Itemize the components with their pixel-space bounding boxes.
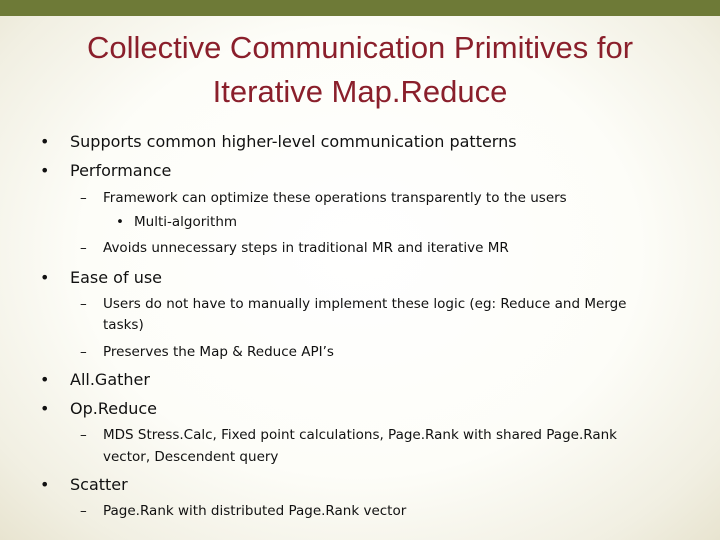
bullet-marker: • — [40, 399, 50, 418]
bullet-marker: • — [116, 214, 124, 230]
sub-bullet-text: Preserves the Map & Reduce API’s — [103, 344, 334, 360]
sub-bullet-text: Page.Rank with distributed Page.Rank vector — [103, 503, 407, 519]
dash-marker: – — [80, 240, 87, 256]
sub-bullet-text-continued: vector, Descendent query — [103, 449, 279, 465]
sub-sub-bullet-text: Multi-algorithm — [134, 214, 238, 230]
dash-marker: – — [80, 427, 87, 443]
title-line-1: Collective Communication Primitives for — [86, 30, 634, 65]
sub-bullet-text: Users do not have to manually implement these logic (eg: Reduce and Merge — [103, 296, 627, 312]
bullet-text: Scatter — [70, 475, 128, 494]
bullet-marker: • — [40, 370, 50, 389]
sub-bullet-text: Avoids unnecessary steps in traditional MR and iterative MR — [103, 240, 509, 256]
bullet-text: Op.Reduce — [70, 399, 158, 418]
bullet-text: Ease of use — [70, 268, 163, 287]
bullet-text: Supports common higher-level communication patterns — [70, 132, 517, 151]
dash-marker: – — [80, 344, 87, 360]
dash-marker: – — [80, 296, 87, 312]
bullet-marker: • — [40, 268, 50, 287]
bullet-marker: • — [40, 132, 50, 151]
dash-marker: – — [80, 190, 87, 206]
bullet-text: Performance — [70, 161, 172, 180]
bullet-text: All.Gather — [70, 370, 150, 389]
bullet-marker: • — [40, 475, 50, 494]
sub-bullet-text: MDS Stress.Calc, Fixed point calculations, Page.Rank with shared Page.Rank — [103, 427, 617, 443]
dash-marker: – — [80, 503, 87, 519]
sub-bullet-text: Framework can optimize these operations transparently to the users — [103, 190, 567, 206]
sub-bullet-text-continued: tasks) — [103, 317, 144, 333]
bullet-marker: • — [40, 161, 50, 180]
title-line-2: Iterative Map.Reduce — [212, 74, 508, 109]
